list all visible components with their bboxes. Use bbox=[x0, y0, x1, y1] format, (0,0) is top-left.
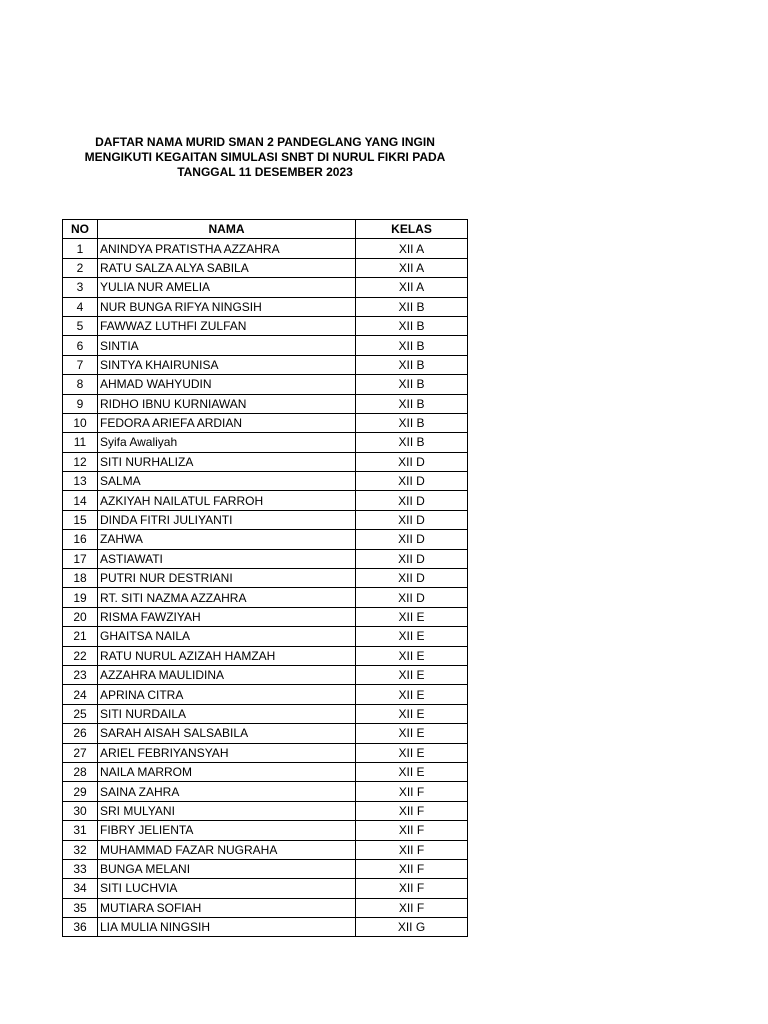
cell-no: 4 bbox=[63, 297, 98, 316]
table-row bbox=[63, 782, 468, 801]
cell-no: 2 bbox=[63, 258, 98, 277]
cell-nama: SINTYA KHAIRUNISA bbox=[98, 355, 356, 374]
cell-no: 9 bbox=[63, 394, 98, 413]
cell-kelas: XII E bbox=[356, 762, 468, 781]
cell-no: 31 bbox=[63, 821, 98, 840]
cell-nama: PUTRI NUR DESTRIANI bbox=[98, 569, 356, 588]
header-nama: NAMA bbox=[98, 220, 356, 239]
cell-no: 19 bbox=[63, 588, 98, 607]
cell-kelas: XII F bbox=[356, 821, 468, 840]
cell-kelas: XII F bbox=[356, 801, 468, 820]
cell-kelas: XII E bbox=[356, 627, 468, 646]
cell-no: 23 bbox=[63, 665, 98, 684]
table-row bbox=[63, 375, 468, 394]
cell-no: 29 bbox=[63, 782, 98, 801]
cell-no: 20 bbox=[63, 607, 98, 626]
table-row bbox=[63, 898, 468, 917]
cell-nama: AZZAHRA MAULIDINA bbox=[98, 665, 356, 684]
table-row bbox=[63, 859, 468, 878]
cell-kelas: XII E bbox=[356, 724, 468, 743]
cell-kelas: XII E bbox=[356, 665, 468, 684]
cell-kelas: XII E bbox=[356, 685, 468, 704]
cell-nama: SARAH AISAH SALSABILA bbox=[98, 724, 356, 743]
cell-kelas: XII G bbox=[356, 918, 468, 937]
cell-nama: SAINA ZAHRA bbox=[98, 782, 356, 801]
cell-no: 32 bbox=[63, 840, 98, 859]
cell-no: 18 bbox=[63, 569, 98, 588]
student-table bbox=[62, 219, 468, 937]
title-line-2: MENGIKUTI KEGAITAN SIMULASI SNBT DI NURUL FIKRI PADA bbox=[84, 150, 446, 164]
cell-nama: MUTIARA SOFIAH bbox=[98, 898, 356, 917]
table-row bbox=[63, 821, 468, 840]
cell-no: 7 bbox=[63, 355, 98, 374]
cell-kelas: XII A bbox=[356, 239, 468, 258]
cell-kelas: XII A bbox=[356, 258, 468, 277]
cell-nama: FEDORA ARIEFA ARDIAN bbox=[98, 413, 356, 432]
table-row bbox=[63, 724, 468, 743]
cell-no: 1 bbox=[63, 239, 98, 258]
cell-kelas: XII D bbox=[356, 549, 468, 568]
table-row bbox=[63, 685, 468, 704]
header-row bbox=[63, 220, 468, 239]
cell-no: 33 bbox=[63, 859, 98, 878]
table-row bbox=[63, 472, 468, 491]
table-row bbox=[63, 355, 468, 374]
cell-no: 27 bbox=[63, 743, 98, 762]
table-row bbox=[63, 336, 468, 355]
table-row bbox=[63, 569, 468, 588]
cell-nama: GHAITSA NAILA bbox=[98, 627, 356, 646]
cell-nama: AZKIYAH NAILATUL FARROH bbox=[98, 491, 356, 510]
cell-no: 6 bbox=[63, 336, 98, 355]
cell-no: 12 bbox=[63, 452, 98, 471]
cell-nama: FIBRY JELIENTA bbox=[98, 821, 356, 840]
cell-kelas: XII F bbox=[356, 859, 468, 878]
cell-nama: Syifa Awaliyah bbox=[98, 433, 356, 452]
cell-nama: DINDA FITRI JULIYANTI bbox=[98, 510, 356, 529]
cell-no: 30 bbox=[63, 801, 98, 820]
cell-nama: RIDHO IBNU KURNIAWAN bbox=[98, 394, 356, 413]
table-row bbox=[63, 704, 468, 723]
cell-kelas: XII B bbox=[356, 375, 468, 394]
cell-nama: NUR BUNGA RIFYA NINGSIH bbox=[98, 297, 356, 316]
cell-nama: ZAHWA bbox=[98, 530, 356, 549]
cell-no: 14 bbox=[63, 491, 98, 510]
cell-no: 36 bbox=[63, 918, 98, 937]
header-kelas: KELAS bbox=[356, 220, 468, 239]
cell-kelas: XII F bbox=[356, 840, 468, 859]
table-row bbox=[63, 762, 468, 781]
cell-no: 3 bbox=[63, 278, 98, 297]
cell-no: 25 bbox=[63, 704, 98, 723]
table-row bbox=[63, 239, 468, 258]
table-row bbox=[63, 530, 468, 549]
cell-kelas: XII B bbox=[356, 394, 468, 413]
cell-kelas: XII B bbox=[356, 355, 468, 374]
header-no: NO bbox=[63, 220, 98, 239]
cell-no: 21 bbox=[63, 627, 98, 646]
cell-no: 28 bbox=[63, 762, 98, 781]
cell-kelas: XII F bbox=[356, 879, 468, 898]
cell-kelas: XII E bbox=[356, 646, 468, 665]
cell-nama: ANINDYA PRATISTHA AZZAHRA bbox=[98, 239, 356, 258]
cell-no: 35 bbox=[63, 898, 98, 917]
cell-nama: RATU NURUL AZIZAH HAMZAH bbox=[98, 646, 356, 665]
cell-nama: SITI NURDAILA bbox=[98, 704, 356, 723]
title-line-3: TANGGAL 11 DESEMBER 2023 bbox=[177, 165, 353, 179]
cell-nama: BUNGA MELANI bbox=[98, 859, 356, 878]
cell-no: 34 bbox=[63, 879, 98, 898]
cell-kelas: XII D bbox=[356, 491, 468, 510]
cell-no: 26 bbox=[63, 724, 98, 743]
cell-nama: SITI LUCHVIA bbox=[98, 879, 356, 898]
cell-nama: LIA MULIA NINGSIH bbox=[98, 918, 356, 937]
cell-kelas: XII A bbox=[356, 278, 468, 297]
cell-kelas: XII E bbox=[356, 704, 468, 723]
table-body bbox=[63, 239, 468, 937]
title-line-1: DAFTAR NAMA MURID SMAN 2 PANDEGLANG YANG INGIN bbox=[95, 135, 435, 149]
cell-kelas: XII D bbox=[356, 452, 468, 471]
cell-no: 22 bbox=[63, 646, 98, 665]
cell-nama: SALMA bbox=[98, 472, 356, 491]
table-row bbox=[63, 646, 468, 665]
cell-no: 10 bbox=[63, 413, 98, 432]
cell-nama: APRINA CITRA bbox=[98, 685, 356, 704]
table-row bbox=[63, 510, 468, 529]
table-row bbox=[63, 607, 468, 626]
cell-nama: AHMAD WAHYUDIN bbox=[98, 375, 356, 394]
cell-kelas: XII D bbox=[356, 588, 468, 607]
table-row bbox=[63, 743, 468, 762]
table-row bbox=[63, 665, 468, 684]
cell-kelas: XII E bbox=[356, 743, 468, 762]
table-row bbox=[63, 549, 468, 568]
cell-kelas: XII F bbox=[356, 898, 468, 917]
cell-nama: RISMA FAWZIYAH bbox=[98, 607, 356, 626]
cell-kelas: XII E bbox=[356, 607, 468, 626]
cell-kelas: XII D bbox=[356, 510, 468, 529]
cell-nama: SITI NURHALIZA bbox=[98, 452, 356, 471]
table-row bbox=[63, 801, 468, 820]
table-row bbox=[63, 840, 468, 859]
table-row bbox=[63, 433, 468, 452]
cell-kelas: XII D bbox=[356, 530, 468, 549]
table-row bbox=[63, 627, 468, 646]
cell-nama: SRI MULYANI bbox=[98, 801, 356, 820]
cell-no: 16 bbox=[63, 530, 98, 549]
table-row bbox=[63, 394, 468, 413]
cell-kelas: XII B bbox=[356, 336, 468, 355]
cell-no: 17 bbox=[63, 549, 98, 568]
table-row bbox=[63, 588, 468, 607]
cell-kelas: XII B bbox=[356, 316, 468, 335]
cell-no: 13 bbox=[63, 472, 98, 491]
cell-nama: ARIEL FEBRIYANSYAH bbox=[98, 743, 356, 762]
table-row bbox=[63, 413, 468, 432]
cell-kelas: XII B bbox=[356, 297, 468, 316]
cell-no: 11 bbox=[63, 433, 98, 452]
cell-nama: ASTIAWATI bbox=[98, 549, 356, 568]
cell-nama: YULIA NUR AMELIA bbox=[98, 278, 356, 297]
cell-nama: SINTIA bbox=[98, 336, 356, 355]
cell-nama: RT. SITI NAZMA AZZAHRA bbox=[98, 588, 356, 607]
cell-no: 24 bbox=[63, 685, 98, 704]
table-row bbox=[63, 316, 468, 335]
cell-no: 5 bbox=[63, 316, 98, 335]
cell-kelas: XII D bbox=[356, 472, 468, 491]
cell-kelas: XII F bbox=[356, 782, 468, 801]
table-row bbox=[63, 452, 468, 471]
cell-kelas: XII D bbox=[356, 569, 468, 588]
cell-nama: RATU SALZA ALYA SABILA bbox=[98, 258, 356, 277]
cell-no: 8 bbox=[63, 375, 98, 394]
document-title bbox=[62, 135, 468, 180]
cell-kelas: XII B bbox=[356, 413, 468, 432]
cell-nama: NAILA MARROM bbox=[98, 762, 356, 781]
table-row bbox=[63, 918, 468, 937]
cell-nama: MUHAMMAD FAZAR NUGRAHA bbox=[98, 840, 356, 859]
table-row bbox=[63, 297, 468, 316]
cell-nama: FAWWAZ LUTHFI ZULFAN bbox=[98, 316, 356, 335]
cell-kelas: XII B bbox=[356, 433, 468, 452]
table-row bbox=[63, 258, 468, 277]
table-row bbox=[63, 278, 468, 297]
table-row bbox=[63, 879, 468, 898]
table-row bbox=[63, 491, 468, 510]
cell-no: 15 bbox=[63, 510, 98, 529]
